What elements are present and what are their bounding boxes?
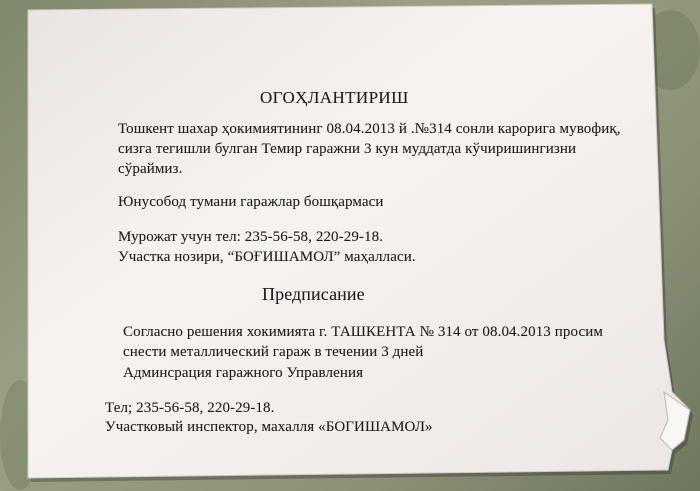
ru-inspector: Участковый инспектор, махалля «БОГИШАМОЛ» — [105, 419, 433, 435]
ru-title: Предписание — [262, 284, 365, 304]
ru-body-line-3: Админсрация гаражного Управления — [123, 365, 364, 381]
uz-body-line-2: сизга тегишли булган Темир гаражни 3 кун муддатда кўчиришингизни — [118, 141, 577, 157]
ru-body-line-2: снести металлический гараж в течении 3 дней — [123, 344, 424, 360]
uz-inspector: Участка нозири, “БОҒИШАМОЛ” маҳалласи. — [118, 249, 416, 265]
uz-body-line-1: Тошкент шахар ҳокимиятининг 08.04.2013 й .№314 сонли карорига мувофиқ, — [118, 121, 621, 137]
uz-title: ОГОҲЛАНТИРИШ — [260, 88, 409, 107]
uz-phone: Мурожат учун тел: 235-56-58, 220-29-18. — [118, 229, 384, 245]
uz-organization: Юнусобод тумани гаражлар бошқармаси — [118, 194, 384, 210]
ru-body-line-1: Согласно решения хокимията г. ТАШКЕНТА № 314 от 08.04.2013 просим — [123, 324, 603, 340]
uz-body-line-3: сўраймиз. — [118, 161, 183, 177]
ru-phone: Тел; 235-56-58, 220-29-18. — [105, 400, 275, 416]
